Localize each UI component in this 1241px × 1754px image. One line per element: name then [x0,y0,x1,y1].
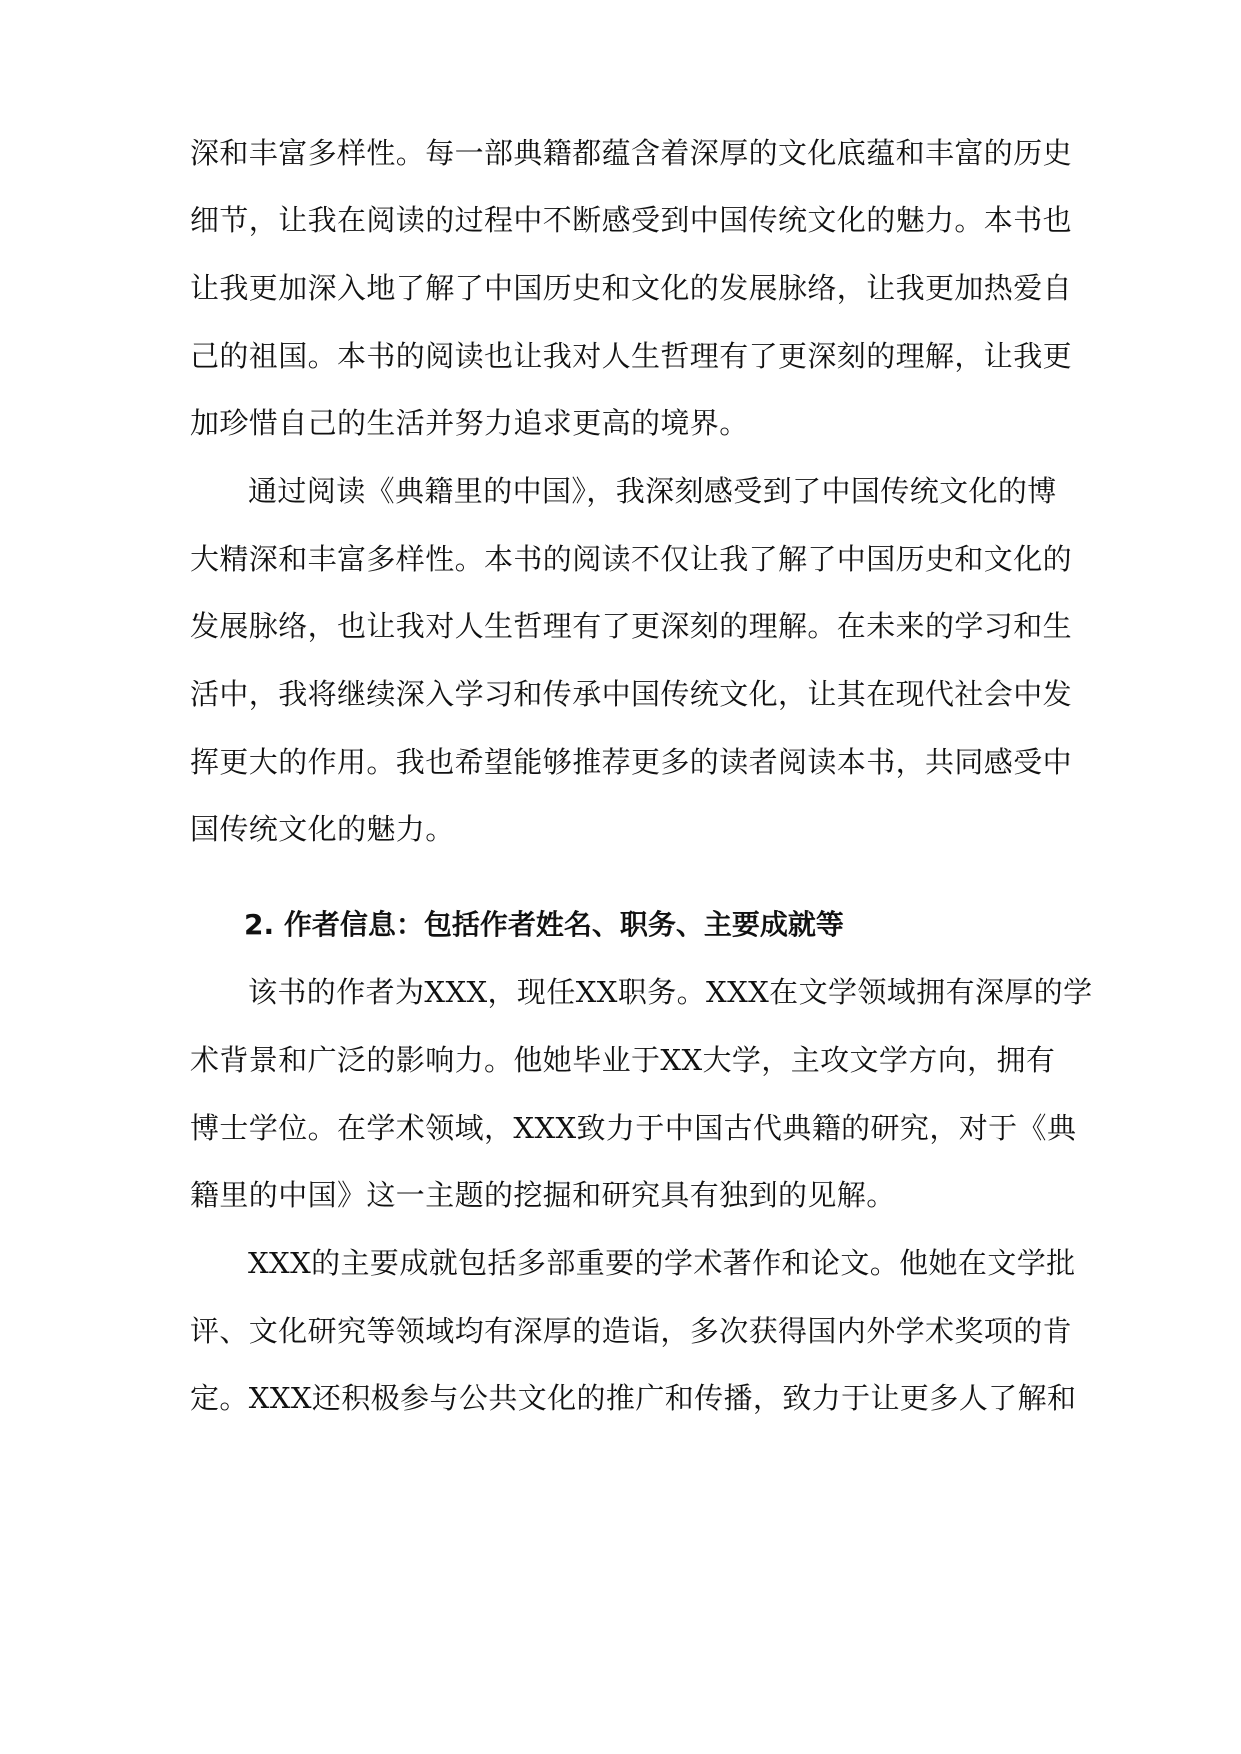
paragraph-2-line-2: 大精深和丰富多样性。本书的阅读不仅让我了解了中国历史和文化的 [190,542,1073,576]
section-paragraph-1-line-4: 籍里的中国》这一主题的挖掘和研究具有独到的见解。 [190,1178,896,1212]
paragraph-2-line-4: 活中，我将继续深入学习和传承中国传统文化，让其在现代社会中发 [190,677,1073,711]
paragraph-2-line-3: 发展脉络，也让我对人生哲理有了更深刻的理解。在未来的学习和生 [190,609,1073,643]
section-paragraph-2-line-3: 定。XXX还积极参与公共文化的推广和传播，致力于让更多人了解和 [190,1381,1077,1415]
paragraph-2-line-6: 国传统文化的魅力。 [190,812,455,846]
section-paragraph-1-line-3: 博士学位。在学术领域，XXX致力于中国古代典籍的研究，对于《典 [190,1111,1077,1145]
section-paragraph-2-line-2: 评、文化研究等领域均有深厚的造诣，多次获得国内外学术奖项的肯 [190,1314,1073,1348]
section-paragraph-1-line-2: 术背景和广泛的影响力。他她毕业于XX大学，主攻文学方向，拥有 [190,1043,1056,1077]
paragraph-1-line-1: 深和丰富多样性。每一部典籍都蕴含着深厚的文化底蕴和丰富的历史 [190,136,1073,170]
section-paragraph-2-line-1: XXX的主要成就包括多部重要的学术著作和论文。他她在文学批 [248,1246,1076,1280]
paragraph-1-line-5: 加珍惜自己的生活并努力追求更高的境界。 [190,406,749,440]
section-paragraph-1-line-1: 该书的作者为XXX，现任XX职务。XXX在文学领域拥有深厚的学 [248,975,1093,1009]
paragraph-2-line-1: 通过阅读《典籍里的中国》，我深刻感受到了中国传统文化的博 [248,474,1057,508]
paragraph-1-line-3: 让我更加深入地了解了中国历史和文化的发展脉络，让我更加热爱自 [190,271,1073,305]
section-heading: 2. 作者信息：包括作者姓名、职务、主要成就等 [244,908,844,941]
paragraph-1-line-4: 己的祖国。本书的阅读也让我对人生哲理有了更深刻的理解，让我更 [190,339,1073,373]
paragraph-2-line-5: 挥更大的作用。我也希望能够推荐更多的读者阅读本书，共同感受中 [190,745,1073,779]
paragraph-1-line-2: 细节，让我在阅读的过程中不断感受到中国传统文化的魅力。本书也 [190,203,1073,237]
